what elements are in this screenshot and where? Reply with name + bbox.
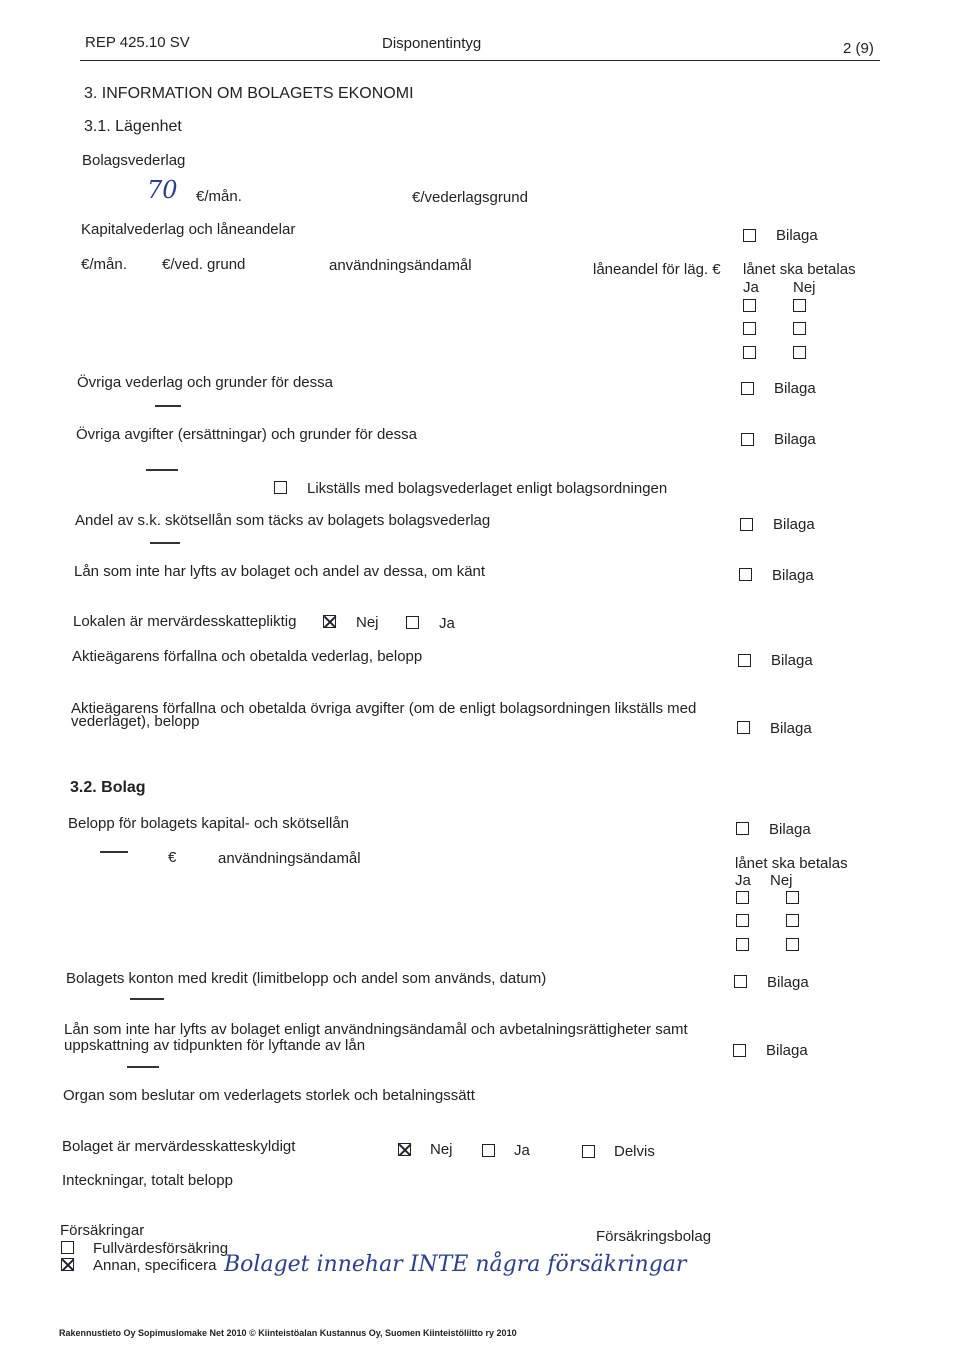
bolag-moms-nej-label: Nej [430, 1141, 453, 1158]
bolag-moms-ja-label: Ja [514, 1142, 530, 1159]
col-purpose: användningsändamål [329, 257, 472, 274]
lokal-moms-ja-label: Ja [439, 615, 455, 632]
nej-header: Nej [793, 279, 816, 296]
bolag-lan-dash [127, 1066, 159, 1068]
andel-skotsellan-label: Andel av s.k. skötsellån som täcks av bolagets bolagsvederlag [75, 512, 491, 529]
bilaga-checkbox-ovriga-avgifter[interactable] [741, 433, 754, 446]
bolagsvederlag-value[interactable]: 70 [147, 176, 178, 204]
annan-label: Annan, specificera [93, 1257, 217, 1274]
inteckningar-label: Inteckningar, totalt belopp [62, 1172, 233, 1189]
belopp-dash [100, 851, 128, 853]
page-number: 2 (9) [843, 40, 874, 57]
ja-checkbox-3[interactable] [743, 346, 756, 359]
form-code: REP 425.10 SV [85, 34, 190, 51]
andel-dash [150, 542, 180, 544]
likstalls-label: Likställs med bolagsvederlaget enligt bolagsordningen [307, 480, 668, 497]
belopp-purpose: användningsändamål [218, 850, 361, 867]
belopp-euro: € [168, 849, 177, 866]
ja-checkbox-2[interactable] [743, 322, 756, 335]
ja-header: Ja [743, 279, 759, 296]
bilaga-label-konton: Bilaga [767, 974, 809, 991]
bilaga-checkbox-bolag-lan[interactable] [733, 1044, 746, 1057]
bilaga-checkbox-forfallna[interactable] [738, 654, 751, 667]
nej-checkbox-1[interactable] [793, 299, 806, 312]
bolag-moms-delvis-label: Delvis [614, 1143, 655, 1160]
bolag-nej-checkbox-3[interactable] [786, 938, 799, 951]
annan-checkbox[interactable] [61, 1258, 74, 1271]
col-grund: €/ved. grund [162, 256, 246, 273]
col-month: €/mån. [81, 256, 127, 273]
bolagsvederlag-unit: €/mån. [196, 188, 242, 205]
bolag-moms-label: Bolaget är mervärdesskatteskyldigt [62, 1138, 296, 1155]
nej-checkbox-2[interactable] [793, 322, 806, 335]
nej-checkbox-3[interactable] [793, 346, 806, 359]
lokal-moms-nej-checkbox[interactable] [323, 615, 336, 628]
form-title: Disponentintyg [382, 35, 482, 52]
footer-text: Rakennustieto Oy Sopimuslomake Net 2010 © Kiinteistöalan Kustannus Oy, Suomen Kiinteistöliitto ry 2010 [59, 1328, 517, 1338]
bilaga-label-ovriga-vederlag: Bilaga [774, 380, 816, 397]
bilaga-checkbox-ovriga-vederlag[interactable] [741, 382, 754, 395]
belopp-lan-label: Belopp för bolagets kapital- och skötsellån [68, 815, 350, 832]
bolag-ja-checkbox-2[interactable] [736, 914, 749, 927]
fullvardes-label: Fullvärdesförsäkring [93, 1240, 229, 1257]
bolag-nej-header: Nej [770, 872, 793, 889]
vederlagsgrund-unit: €/vederlagsgrund [412, 189, 528, 206]
ovriga-vederlag-dash [155, 405, 181, 407]
bilaga-label-ovriga-avgifter: Bilaga [774, 431, 816, 448]
bilaga-checkbox-forfallna-ovriga[interactable] [737, 721, 750, 734]
lokal-moms-nej-label: Nej [356, 614, 379, 631]
organ-label: Organ som beslutar om vederlagets storlek och betalningssätt [63, 1087, 475, 1104]
section-3-title: 3. INFORMATION OM BOLAGETS EKONOMI [84, 85, 414, 102]
kapitalvederlag-label: Kapitalvederlag och låneandelar [81, 221, 296, 238]
bolag-lan-ej-lyfts-2: uppskattning av tidpunkten för lyftande av lån [64, 1037, 366, 1054]
bolag-ja-header: Ja [735, 872, 751, 889]
bolag-moms-delvis-checkbox[interactable] [582, 1145, 595, 1158]
bolag-moms-ja-checkbox[interactable] [482, 1144, 495, 1157]
bolag-ja-checkbox-1[interactable] [736, 891, 749, 904]
fullvardes-checkbox[interactable] [61, 1241, 74, 1254]
lan-ej-lyfts-label: Lån som inte har lyfts av bolaget och andel av dessa, om känt [74, 563, 486, 580]
forfallna-ovriga-label-1: Aktieägarens förfallna och obetalda övriga avgifter (om de enligt bolagsordningen likställs med [71, 700, 697, 717]
bilaga-label-forfallna: Bilaga [771, 652, 813, 669]
konton-dash [130, 998, 164, 1000]
likstalls-checkbox[interactable] [274, 481, 287, 494]
bilaga-checkbox-kapital[interactable] [743, 229, 756, 242]
header-rule [80, 60, 880, 61]
bilaga-checkbox-andel[interactable] [740, 518, 753, 531]
lokal-moms-label: Lokalen är mervärdesskattepliktig [73, 613, 297, 630]
section-3-2-title: 3.2. Bolag [70, 779, 146, 796]
ovriga-avgifter-label: Övriga avgifter (ersättningar) och grunder för dessa [76, 426, 417, 443]
bilaga-checkbox-belopp[interactable] [736, 822, 749, 835]
bilaga-label-forfallna-ovriga: Bilaga [770, 720, 812, 737]
bolag-moms-nej-checkbox[interactable] [398, 1143, 411, 1156]
bolagsvederlag-label: Bolagsvederlag [82, 152, 186, 169]
bolag-nej-checkbox-1[interactable] [786, 891, 799, 904]
lanet-betalas-label: lånet ska betalas [743, 261, 856, 278]
forsakringsbolag-label: Försäkringsbolag [596, 1228, 712, 1245]
bilaga-label-andel: Bilaga [773, 516, 815, 533]
bilaga-label-bolag-lan: Bilaga [766, 1042, 808, 1059]
ja-checkbox-1[interactable] [743, 299, 756, 312]
ovriga-vederlag-label: Övriga vederlag och grunder för dessa [77, 374, 333, 391]
bilaga-label-belopp: Bilaga [769, 821, 811, 838]
bilaga-label-kapital: Bilaga [776, 227, 818, 244]
bilaga-label-lan-ej-lyfts: Bilaga [772, 567, 814, 584]
bolag-lanet-betalas-label: lånet ska betalas [735, 855, 848, 872]
col-share: låneandel för läg. € [593, 261, 721, 278]
forfallna-ovriga-label-2: vederlaget), belopp [71, 713, 200, 730]
bolag-nej-checkbox-2[interactable] [786, 914, 799, 927]
avgifter-dash [146, 469, 178, 471]
bilaga-checkbox-lan-ej-lyfts[interactable] [739, 568, 752, 581]
bolag-ja-checkbox-3[interactable] [736, 938, 749, 951]
lokal-moms-ja-checkbox[interactable] [406, 616, 419, 629]
bilaga-checkbox-konton[interactable] [734, 975, 747, 988]
forsakringar-label: Försäkringar [60, 1222, 145, 1239]
konton-kredit-label: Bolagets konton med kredit (limitbelopp och andel som används, datum) [66, 970, 547, 987]
bolag-lan-ej-lyfts-1: Lån som inte har lyfts av bolaget enligt användningsändamål och avbetalningsrättigheter samt [64, 1021, 688, 1038]
section-3-1-title: 3.1. Lägenhet [84, 118, 182, 135]
annan-specification[interactable]: Bolaget innehar INTE några försäkringar [224, 1252, 687, 1277]
forfallna-vederlag-label: Aktieägarens förfallna och obetalda vederlag, belopp [72, 648, 423, 665]
